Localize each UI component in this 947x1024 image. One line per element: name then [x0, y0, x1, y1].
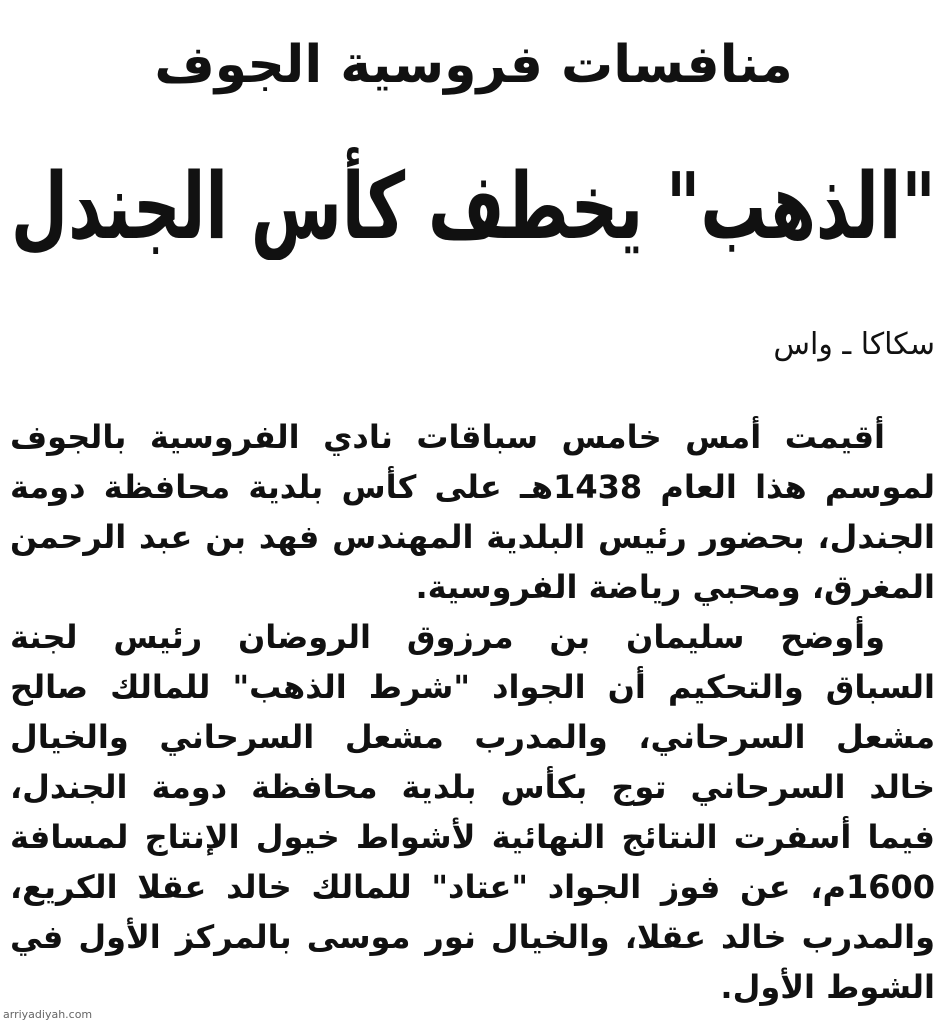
body-line: أقيمت أمس خامس سباقات نادي الفروسية بالجوف [10, 418, 885, 456]
article-kicker: منافسات فروسية الجوف [154, 35, 793, 96]
body-line: مشعل السرحاني، والمدرب مشعل السرحاني والخيال [10, 718, 935, 756]
body-line: الجندل، بحضور رئيس البلدية المهندس فهد بن عبد الرحمن [10, 518, 935, 556]
body-line: فيما أسفرت النتائج النهائية لأشواط خيول الإنتاج لمسافة [10, 818, 935, 856]
article-paragraph [10, 412, 935, 612]
body-line: لموسم هذا العام 1438هـ على كأس بلدية محافظة دومة [10, 468, 935, 506]
body-line: الشوط الأول. [720, 968, 935, 1006]
article-byline: سكاكا ـ واس [773, 327, 935, 362]
source-watermark: arriyadiyah.com [3, 1008, 93, 1021]
article-paragraph [10, 612, 935, 1012]
kicker-row [20, 30, 927, 102]
body-line: خالد السرحاني توج بكأس بلدية محافظة دومة الجندل، [10, 768, 935, 806]
body-line: المغرق، ومحبي رياضة الفروسية. [415, 568, 935, 606]
body-line: والمدرب خالد عقلا، والخيال نور موسى بالمركز الأول في [10, 918, 935, 956]
article-headline: "الذهب" يخطف كأس الجندل [11, 152, 936, 260]
body-line: السباق والتحكيم أن الجواد "شرط الذهب" للمالك صالح [10, 668, 935, 706]
headline-row [8, 140, 939, 274]
article-body [10, 412, 935, 1012]
body-line: 1600م، عن فوز الجواد "عتاد" للمالك خالد عقلا الكريع، [10, 868, 935, 906]
body-line: وأوضح سليمان بن مرزوق الروضان رئيس لجنة [10, 618, 885, 656]
